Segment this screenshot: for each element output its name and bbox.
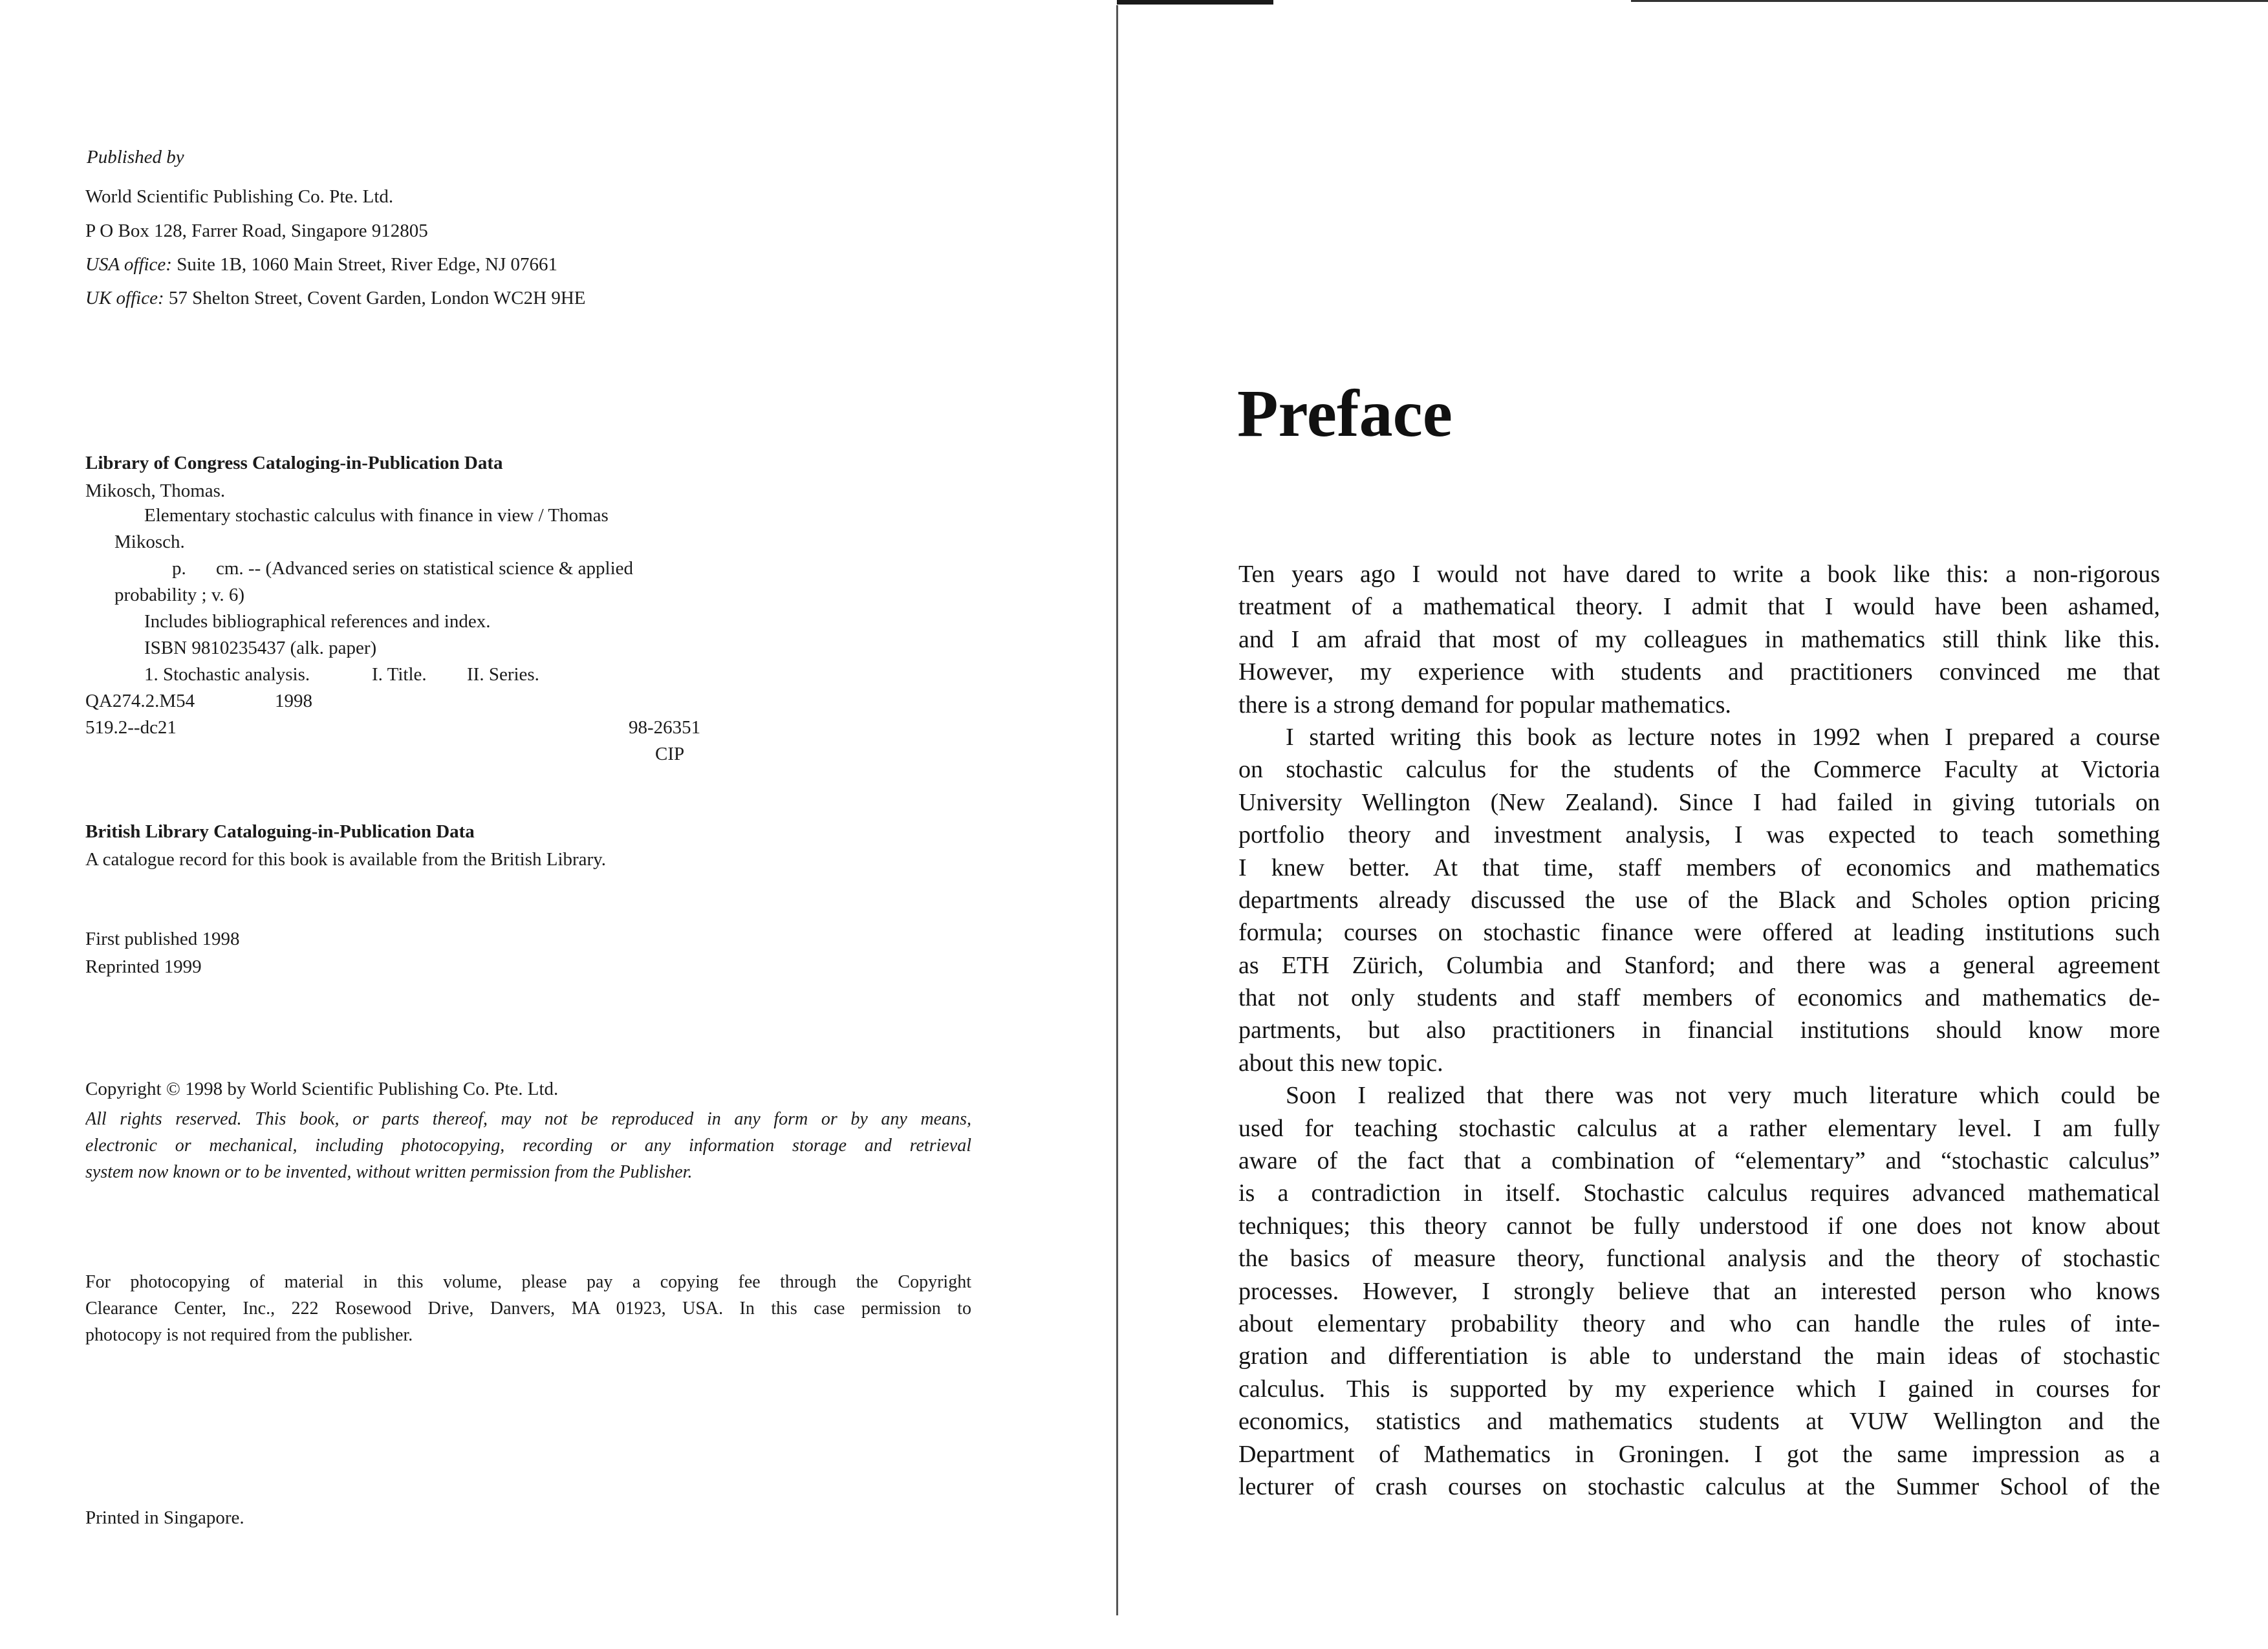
preface-line: is a contradiction in itself. Stochastic calculus requires advanced mathematical	[1238, 1180, 2160, 1207]
preface-body	[1238, 558, 2160, 1503]
loc-cip-lccn: 98-26351	[629, 717, 701, 738]
published-by-label: Published by	[87, 147, 184, 167]
usa-office-label: USA office:	[85, 254, 172, 275]
preface-line: partments, but also practitioners in financial institutions should know more	[1238, 1017, 2160, 1044]
loc-cip-isbn: ISBN 9810235437 (alk. paper)	[144, 638, 377, 658]
loc-cip-title-line: Elementary stochastic calculus with finance in view / Thomas	[144, 505, 609, 526]
preface-line: treatment of a mathematical theory. I admit that I would have been ashamed,	[1238, 593, 2160, 621]
preface-line: the basics of measure theory, functional analysis and the theory of stochastic	[1238, 1245, 2160, 1273]
loc-cip-author: Mikosch, Thomas.	[85, 480, 226, 501]
usa-office-address: Suite 1B, 1060 Main Street, River Edge, NJ 07661	[177, 254, 558, 275]
preface-line: I started writing this book as lecture notes in 1992 when I prepared a course	[1286, 723, 2160, 751]
british-library-record: A catalogue record for this book is available from the British Library.	[85, 849, 607, 870]
loc-cip-call-number: QA274.2.M54	[85, 691, 195, 711]
preface-line: formula; courses on stochastic finance were offered at leading institutions such	[1238, 919, 2160, 947]
preface-line: Soon I realized that there was not very much literature which could be	[1286, 1082, 2160, 1110]
loc-cip-heading: Library of Congress Cataloging-in-Publication Data	[85, 453, 503, 473]
british-library-heading: British Library Cataloguing-in-Publication Data	[85, 821, 475, 842]
preface-line: portfolio theory and investment analysis, I was expected to teach something	[1238, 821, 2160, 849]
preface-line: aware of the fact that a combination of “elementary” and “stochastic calculus”	[1238, 1147, 2160, 1175]
uk-office-address: 57 Shelton Street, Covent Garden, London WC2H 9HE	[168, 288, 586, 308]
printed-in: Printed in Singapore.	[85, 1507, 244, 1528]
preface-line: there is a strong demand for popular mathematics.	[1238, 691, 1731, 718]
publisher-name: World Scientific Publishing Co. Pte. Ltd.	[85, 186, 394, 207]
reprinted: Reprinted 1999	[85, 956, 202, 977]
preface-line: used for teaching stochastic calculus at a rather elementary level. I am fully	[1238, 1114, 2160, 1142]
preface-line: I knew better. At that time, staff members of economics and mathematics	[1238, 854, 2160, 881]
loc-cip-subject: I. Title.	[372, 664, 427, 685]
rights-line: system now known or to be invented, without written permission from the Publisher.	[85, 1162, 693, 1182]
preface-line: gration and differentiation is able to understand the main ideas of stochastic	[1238, 1342, 2160, 1370]
preface-line: techniques; this theory cannot be fully understood if one does not know about	[1238, 1212, 2160, 1240]
loc-cip-label: CIP	[655, 744, 685, 764]
preface-line: on stochastic calculus for the students of the Commerce Faculty at Victoria	[1238, 756, 2160, 784]
preface-line: about elementary probability theory and who can handle the rules of inte-	[1238, 1310, 2160, 1337]
loc-cip-notes: Includes bibliographical references and index.	[144, 611, 491, 632]
scan-top-left-stroke	[1117, 0, 1273, 5]
preface-line: University Wellington (New Zealand). Since I had failed in giving tutorials on	[1238, 788, 2160, 816]
rights-line: electronic or mechanical, including photocopying, recording or any information storage and retrieval	[85, 1136, 971, 1156]
preface-line: and I am afraid that most of my colleagues in mathematics still think like this.	[1238, 625, 2160, 653]
preface-line: Department of Mathematics in Groningen. I got the same impression as a	[1238, 1440, 2160, 1468]
loc-cip-dewey: 519.2--dc21	[85, 717, 177, 738]
preface-line: as ETH Zürich, Columbia and Stanford; and there was a general agreement	[1238, 951, 2160, 979]
preface-title: Preface	[1237, 376, 1453, 451]
uk-office-label: UK office:	[85, 288, 164, 308]
photocopy-line: photocopy is not required from the publisher.	[85, 1325, 413, 1345]
loc-cip-title-line: Mikosch.	[114, 532, 185, 552]
loc-cip-series-p: p.	[172, 558, 186, 579]
usa-office	[85, 253, 557, 276]
preface-line: that not only students and staff members of economics and mathematics de-	[1238, 984, 2160, 1012]
preface-line: lecturer of crash courses on stochastic calculus at the Summer School of the	[1238, 1472, 2160, 1500]
preface-line: departments already discussed the use of the Black and Scholes option pricing	[1238, 886, 2160, 914]
loc-cip-call-year: 1998	[275, 691, 312, 711]
first-published: First published 1998	[85, 929, 240, 949]
copyright-statement: Copyright © 1998 by World Scientific Publishing Co. Pte. Ltd.	[85, 1079, 559, 1099]
loc-cip-series-line: cm. -- (Advanced series on statistical science & applied	[216, 558, 634, 579]
preface-line: calculus. This is supported by my experience which I gained in courses for	[1238, 1375, 2160, 1403]
scan-top-right-rule	[1631, 0, 2268, 2]
loc-cip-series-line: probability ; v. 6)	[114, 585, 245, 605]
preface-line: processes. However, I strongly believe that an interested person who knows	[1238, 1277, 2160, 1305]
preface-line: Ten years ago I would not have dared to write a book like this: a non-rigorous	[1238, 561, 2160, 588]
preface-line: However, my experience with students and practitioners convinced me that	[1238, 658, 2160, 686]
photocopy-line: For photocopying of material in this volume, please pay a copying fee through the Copyright	[85, 1272, 971, 1292]
page-gutter-line	[1116, 5, 1118, 1615]
rights-line: All rights reserved. This book, or parts thereof, may not be reproduced in any form or by any means,	[85, 1109, 971, 1129]
photocopy-line: Clearance Center, Inc., 222 Rosewood Drive, Danvers, MA 01923, USA. In this case permission to	[85, 1299, 971, 1319]
publisher-address: P O Box 128, Farrer Road, Singapore 912805	[85, 221, 428, 241]
uk-office	[85, 286, 586, 310]
loc-cip-subject: II. Series.	[467, 664, 539, 685]
preface-line: economics, statistics and mathematics students at VUW Wellington and the	[1238, 1408, 2160, 1436]
preface-line: about this new topic.	[1238, 1049, 1443, 1077]
loc-cip-subject: 1. Stochastic analysis.	[144, 664, 310, 685]
